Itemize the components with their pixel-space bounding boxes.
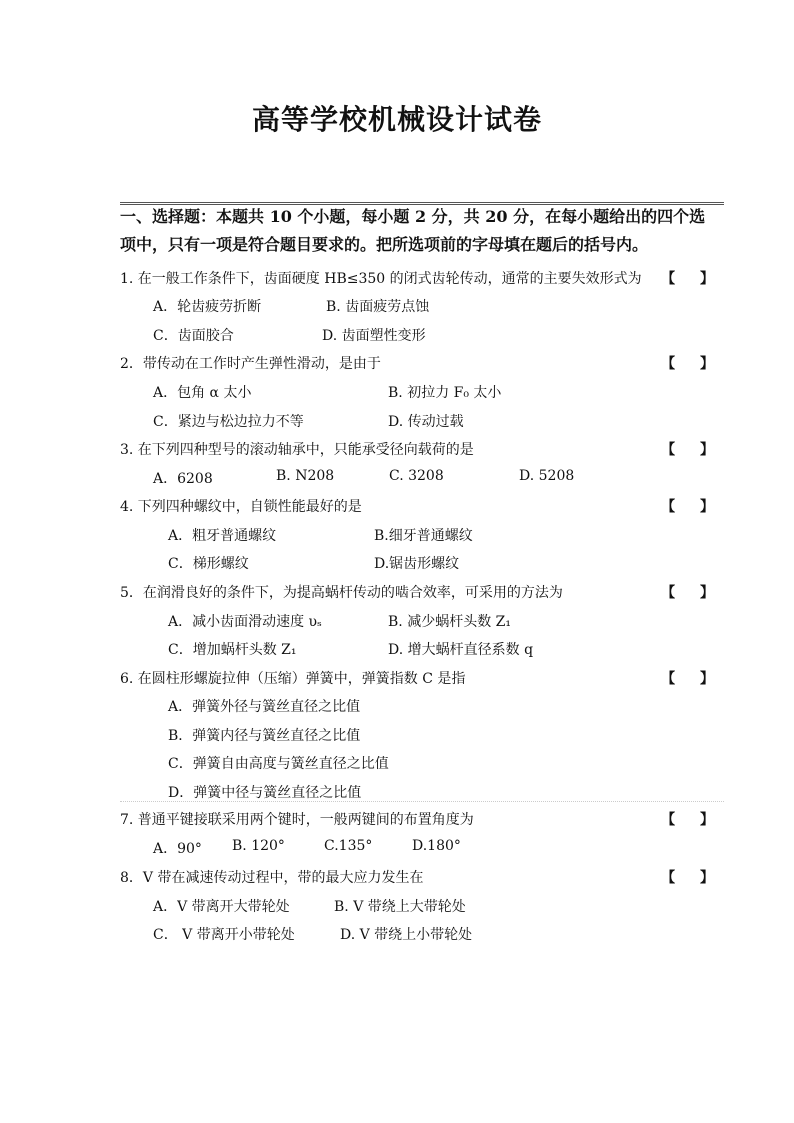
question-text: 7. 普通平键接联采用两个键时，一般两键间的布置角度为 (120, 812, 474, 828)
option-d: D. 齿面塑性变形 (322, 328, 426, 344)
option-b: B. V 带绕上大带轮处 (334, 899, 466, 915)
option-b: B. 齿面疲劳点蚀 (326, 299, 430, 315)
option-c: C．齿面胶合 (153, 328, 234, 344)
answer-bracket: 【 】 (661, 499, 724, 515)
option-a: A．粗牙普通螺纹 (168, 528, 277, 544)
option-a: A．弹簧外径与簧丝直径之比值 (168, 699, 361, 715)
option-b: B.细牙普通螺纹 (374, 528, 473, 544)
option-b: B. N208 (276, 468, 335, 484)
option-d: D. 传动过载 (388, 414, 464, 430)
option-b: B. 初拉力 F₀ 太小 (388, 385, 502, 401)
option-a: A．减小齿面滑动速度 υₛ (168, 614, 322, 630)
option-d: D.锯齿形螺纹 (374, 556, 460, 572)
answer-bracket: 【 】 (661, 585, 724, 601)
option-c: C. 3208 (389, 468, 444, 484)
option-c: C．紧边与松边拉力不等 (153, 414, 304, 430)
option-a: A．轮齿疲劳折断 (153, 299, 262, 315)
option-a: A．6208 (153, 471, 213, 487)
question-text: 1. 在一般工作条件下，齿面硬度 HB≤350 的闭式齿轮传动，通常的主要失效形式为 (120, 271, 642, 287)
option-c: C.135° (324, 838, 373, 854)
option-d: D. V 带绕上小带轮处 (340, 927, 473, 943)
option-b: B. 减少蜗杆头数 Z₁ (388, 614, 511, 630)
option-b: B．弹簧内径与簧丝直径之比值 (168, 728, 361, 744)
question-text: 8．V 带在减速传动过程中，带的最大应力发生在 (120, 870, 424, 886)
page-title: 高等学校机械设计试卷 (251, 103, 542, 136)
question-text: 2．带传动在工作时产生弹性滑动，是由于 (120, 356, 381, 372)
option-a: A．包角 α 太小 (153, 385, 252, 401)
option-c: C．梯形螺纹 (168, 556, 249, 572)
answer-bracket: 【 】 (661, 356, 724, 372)
answer-bracket: 【 】 (661, 671, 724, 687)
option-c: C．增加蜗杆头数 Z₁ (168, 642, 297, 658)
answer-bracket: 【 】 (661, 870, 724, 886)
option-d: D. 5208 (519, 468, 575, 484)
answer-bracket: 【 】 (661, 271, 724, 287)
option-a: A．V 带离开大带轮处 (153, 899, 290, 915)
question-text: 3. 在下列四种型号的滚动轴承中，只能承受径向载荷的是 (120, 442, 474, 458)
option-d: D．弹簧中径与簧丝直径之比值 (168, 785, 362, 801)
option-c: C．弹簧自由高度与簧丝直径之比值 (168, 756, 389, 772)
option-d: D. 增大蜗杆直径系数 q (388, 642, 534, 658)
option-a: A．90° (153, 841, 202, 857)
option-d: D.180° (412, 838, 461, 854)
question-text: 5．在润滑良好的条件下，为提高蜗杆传动的啮合效率，可采用的方法为 (120, 585, 563, 601)
section-instruction-line-1: 一、选择题：本题共 10 个小题，每小题 2 分，共 20 分，在每小题给出的四个选 (120, 207, 706, 226)
answer-bracket: 【 】 (661, 442, 724, 458)
option-c: C． V 带离开小带轮处 (153, 927, 295, 943)
option-b: B. 120° (232, 838, 285, 854)
section-instruction-line-2: 项中，只有一项是符合题目要求的。把所选项前的字母填在题后的括号内。 (120, 235, 649, 254)
question-text: 4. 下列四种螺纹中，自锁性能最好的是 (120, 499, 362, 515)
separator-line (120, 801, 724, 802)
question-text: 6. 在圆柱形螺旋拉伸（压缩）弹簧中，弹簧指数 C 是指 (120, 671, 466, 687)
answer-bracket: 【 】 (661, 812, 724, 828)
